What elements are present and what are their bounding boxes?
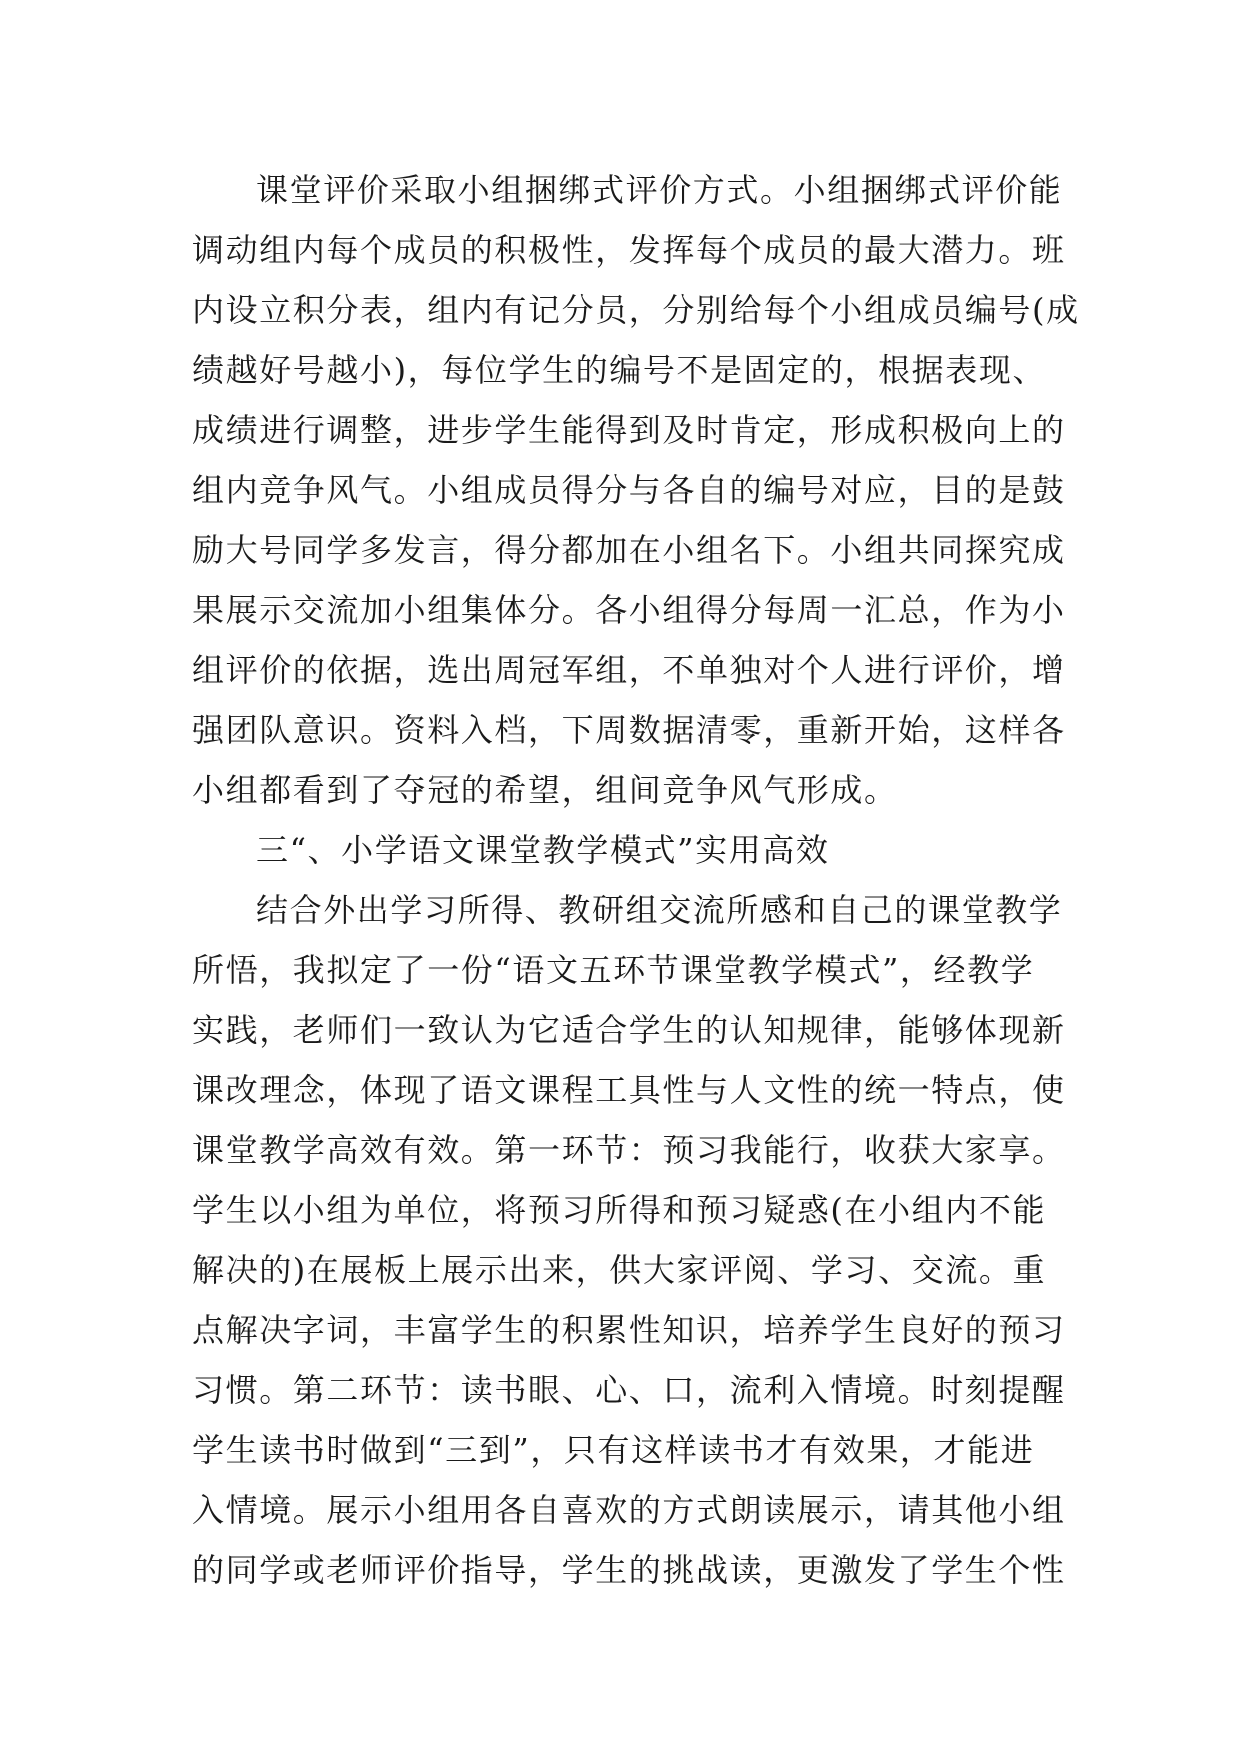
paragraph-line: 实践，老师们一致认为它适合学生的认知规律，能够体现新: [192, 1011, 1066, 1049]
paragraph-line: 组内竞争风气。小组成员得分与各自的编号对应，目的是鼓: [192, 471, 1066, 509]
paragraph-line: 入情境。展示小组用各自喜欢的方式朗读展示，请其他小组: [192, 1491, 1066, 1529]
paragraph-line: 的同学或老师评价指导，学生的挑战读，更激发了学生个性: [192, 1551, 1066, 1589]
paragraph-line: 学生以小组为单位，将预习所得和预习疑惑(在小组内不能: [192, 1191, 1047, 1229]
paragraph-line: 课堂评价采取小组捆绑式评价方式。小组捆绑式评价能: [256, 171, 1063, 209]
paragraph-line: 习惯。第二环节：读书眼、心、口，流利入情境。时刻提醒: [192, 1371, 1066, 1409]
paragraph-line: 内设立积分表，组内有记分员，分别给每个小组成员编号(成: [192, 291, 1080, 329]
paragraph-line: 励大号同学多发言，得分都加在小组名下。小组共同探究成: [192, 531, 1066, 569]
paragraph-line: 结合外出学习所得、教研组交流所感和自己的课堂教学: [256, 891, 1063, 929]
paragraph-line: 成绩进行调整，进步学生能得到及时肯定，形成积极向上的: [192, 411, 1066, 449]
body-text: [192, 160, 1080, 1600]
paragraph-line: 调动组内每个成员的积极性，发挥每个成员的最大潜力。班: [192, 231, 1066, 269]
section-heading: 三“、小学语文课堂教学模式”实用高效: [256, 831, 830, 869]
paragraph-line: 强团队意识。资料入档，下周数据清零，重新开始，这样各: [192, 711, 1066, 749]
paragraph-line: 解决的)在展板上展示出来，供大家评阅、学习、交流。重: [192, 1251, 1047, 1289]
paragraph-line: 小组都看到了夺冠的希望，组间竞争风气形成。: [192, 771, 898, 809]
paragraph-line: 点解决字词，丰富学生的积累性知识，培养学生良好的预习: [192, 1311, 1066, 1349]
paragraph-line: 果展示交流加小组集体分。各小组得分每周一汇总，作为小: [192, 591, 1066, 629]
paragraph-line: 课堂教学高效有效。第一环节：预习我能行，收获大家享。: [192, 1131, 1066, 1169]
paragraph-line: 课改理念，体现了语文课程工具性与人文性的统一特点，使: [192, 1071, 1066, 1109]
paragraph-line: 组评价的依据，选出周冠军组，不单独对个人进行评价，增: [192, 651, 1066, 689]
paragraph-line: 所悟，我拟定了一份“语文五环节课堂教学模式”，经教学: [192, 951, 1035, 989]
paragraph-line: 学生读书时做到“三到”，只有这样读书才有效果，才能进: [192, 1431, 1035, 1469]
paragraph-line: 绩越好号越小)，每位学生的编号不是固定的，根据表现、: [192, 351, 1047, 389]
